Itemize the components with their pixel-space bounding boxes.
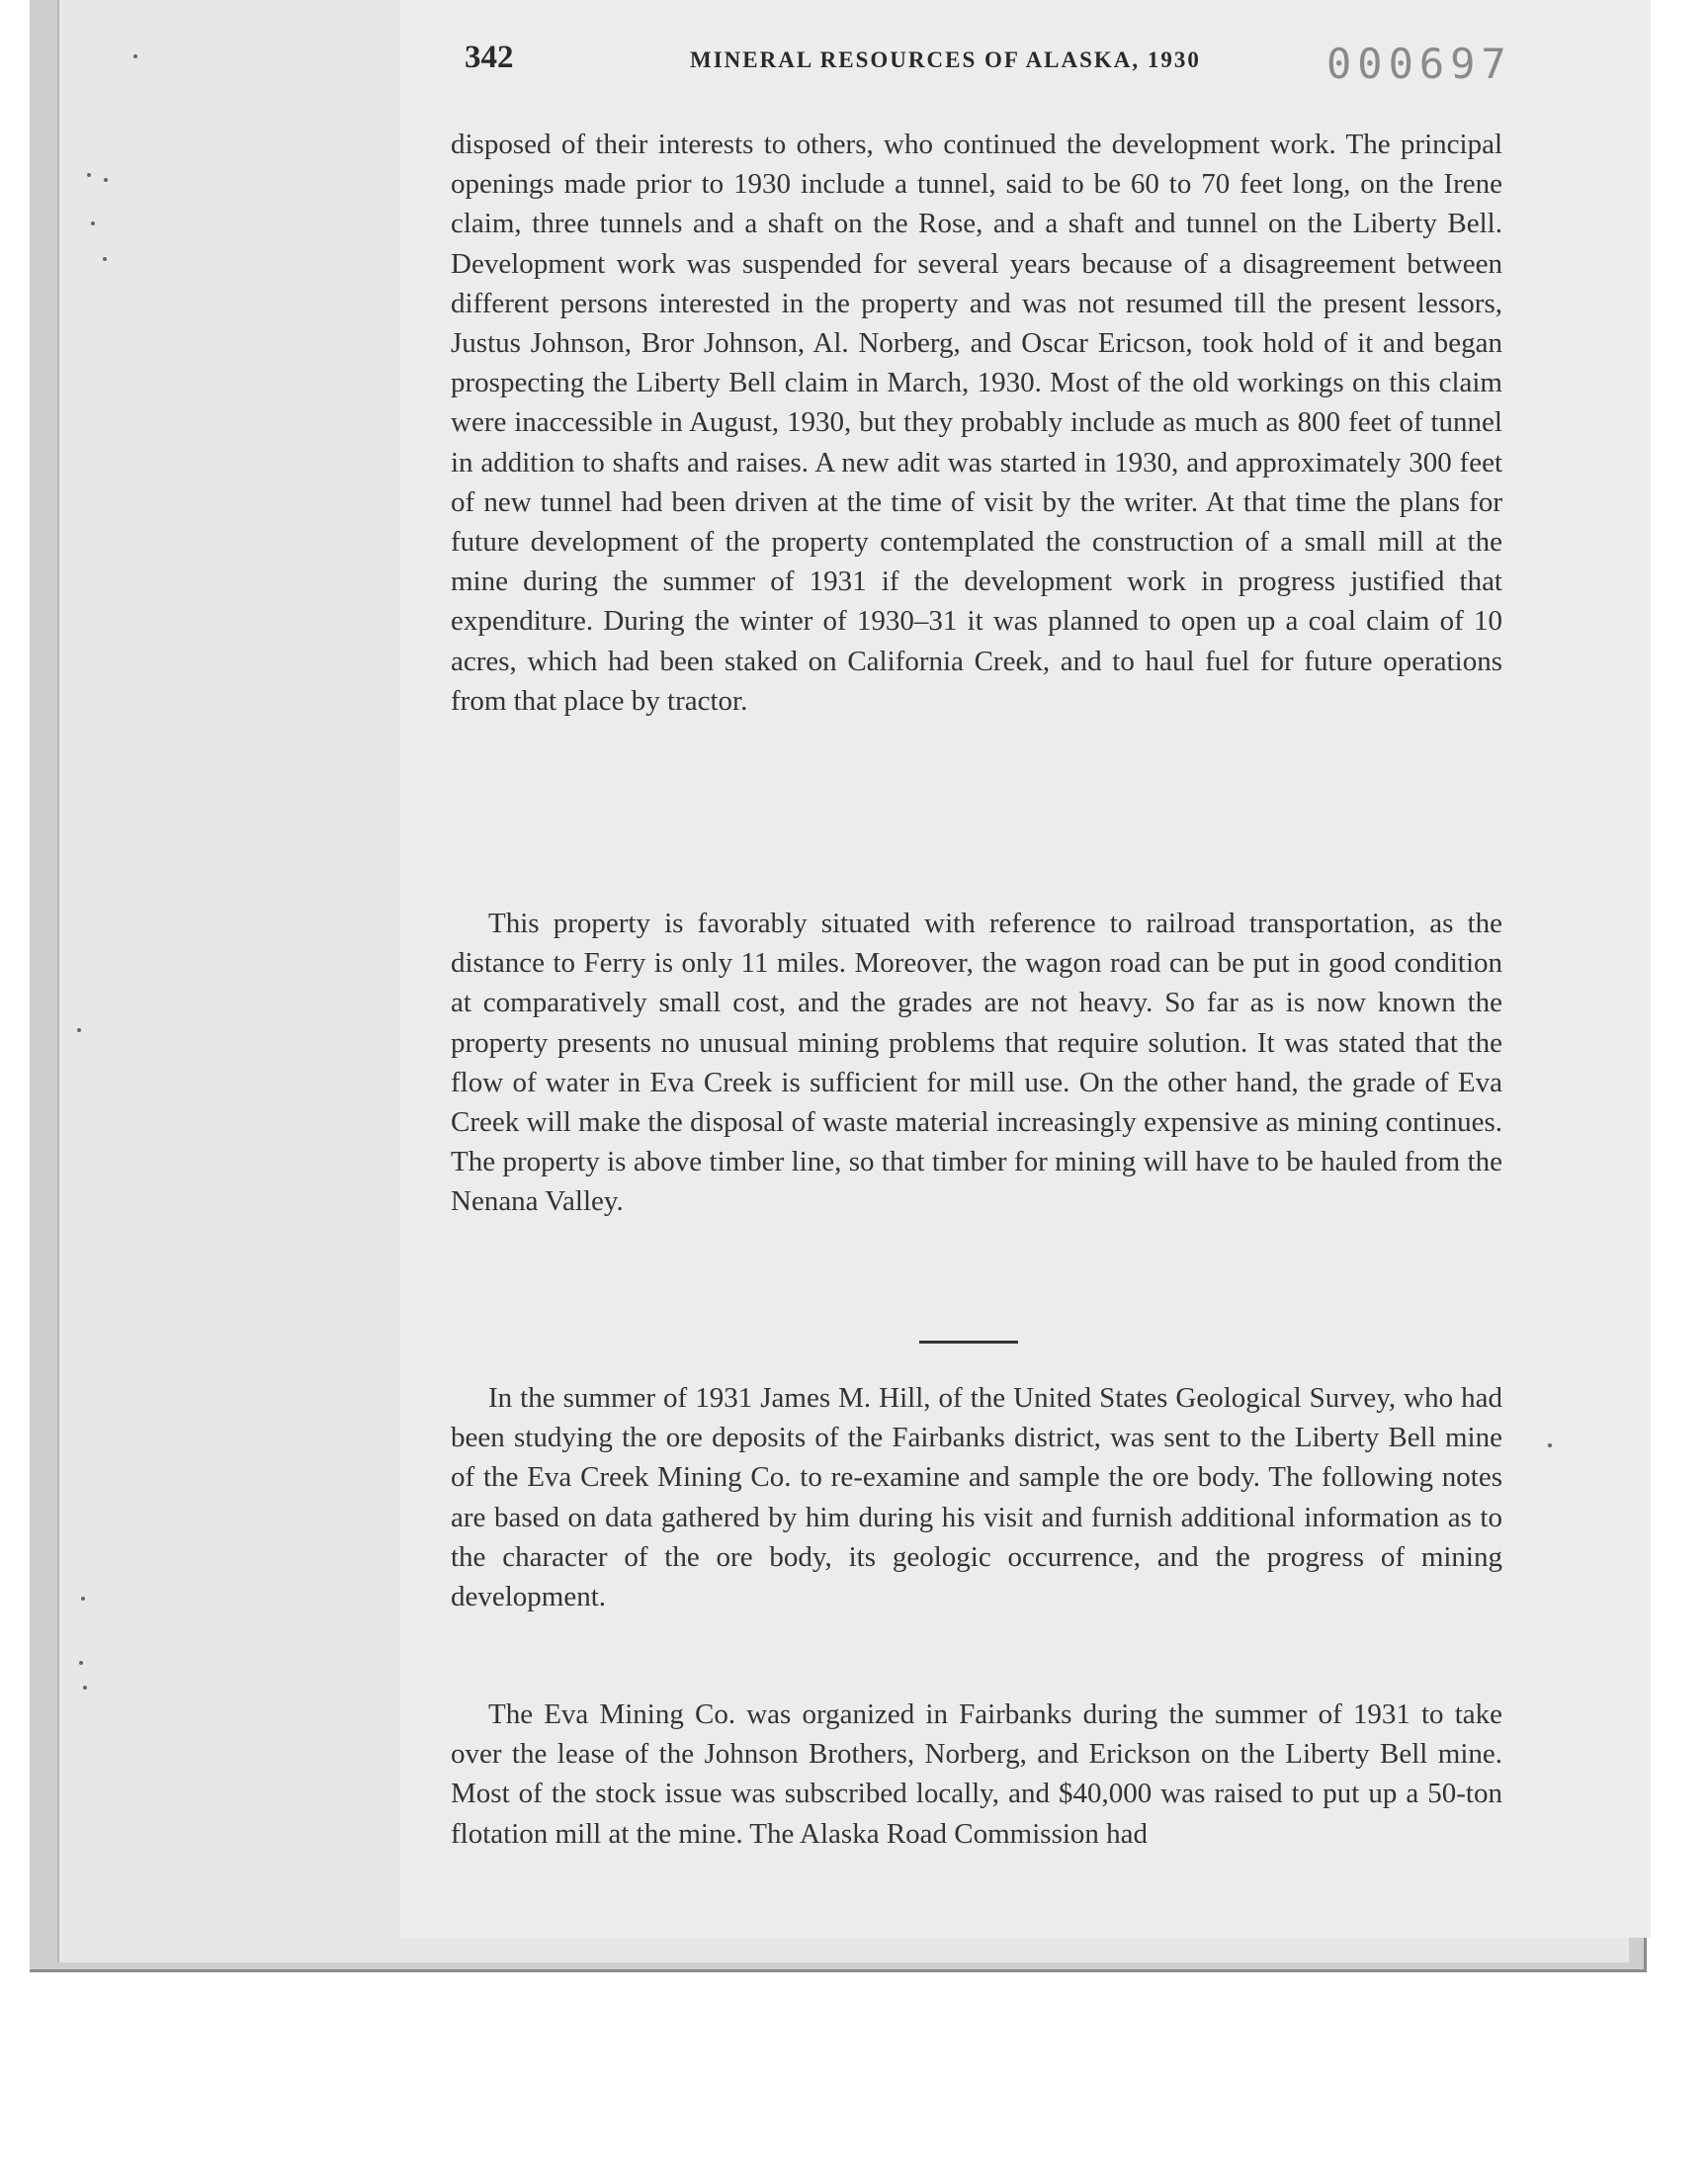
scan-speck bbox=[1548, 1443, 1552, 1447]
scan-speck bbox=[81, 1597, 85, 1601]
paragraph-text: This property is favorably situated with reference to railroad transportation, as the distance to Ferry is only 11 miles. Moreover, the wagon road can be put in good condition at comparatively small cost, and the grades are not heavy. So far as is now known the property presents no unusual mining problems that require solution. It was stated that the flow of water in Eva Creek is sufficient for mill use. On the other hand, the grade of Eva Creek will make the disposal of waste material increasingly expensive as mining continues. The property is above timber line, so that timber for mining will have to be hauled from the Nenana Valley. bbox=[451, 908, 1502, 1218]
paragraph bbox=[451, 1695, 1502, 1854]
scan-speck bbox=[91, 221, 95, 225]
paragraph-text: In the summer of 1931 James M. Hill, of the United States Geological Survey, who had been studying the ore deposits of the Fairbanks district, was sent to the Liberty Bell mine of the Eva Creek Mining Co. to re-examine and sample the ore body. The following notes are based on data gathered by him during his visit and furnish additional information as to the character of the ore body, its geologic occurrence, and the progress of mining development. bbox=[451, 1382, 1502, 1613]
scan-speck bbox=[77, 1028, 81, 1032]
scan-speck bbox=[83, 1686, 87, 1690]
paragraph-text: The Eva Mining Co. was organized in Fairbanks during the summer of 1931 to take over the lease of the Johnson Brothers, Norberg, and Erickson on the Liberty Bell mine. Most of the stock issue was subscribed locally, and $40,000 was raised to put up a 50-ton flotation mill at the mine. The Alaska Road Commission had bbox=[451, 1698, 1502, 1850]
paragraph bbox=[451, 904, 1502, 1222]
page-header bbox=[465, 40, 1512, 89]
scan-speck bbox=[87, 173, 91, 177]
scan-speck bbox=[103, 257, 107, 261]
scan-speck bbox=[133, 54, 137, 58]
page-number: 342 bbox=[465, 40, 514, 75]
section-divider bbox=[919, 1341, 1018, 1344]
paragraph bbox=[451, 125, 1502, 721]
paragraph bbox=[451, 1378, 1502, 1616]
scan-speck bbox=[79, 1661, 83, 1665]
paragraph-text: disposed of their interests to others, who continued the development work. The principal openings made prior to 1930 include a tunnel, said to be 60 to 70 feet long, on the Irene claim, three tunnels and a shaft on the Rose, and a shaft and tunnel on the Liberty Bell. Development work was suspended for several years because of a disagreement between different persons interested in the property and was not resumed till the present lessors, Justus Johnson, Bror Johnson, Al. Norberg, and Oscar Ericson, took hold of it and began prospecting the Liberty Bell claim in March, 1930. Most of the old workings on this claim were inaccessible in August, 1930, but they probably include as much as 800 feet of tunnel in addition to shafts and raises. A new adit was started in 1930, and approximately 300 feet of new tunnel had been driven at the time of visit by the writer. At that time the plans for future development of the property contemplated the construction of a small mill at the mine during the summer of 1931 if the development work in progress justified that expenditure. During the winter of 1930–31 it was planned to open up a coal claim of 10 acres, which had been staked on California Creek, and to haul fuel for future operations from that place by tractor. bbox=[451, 129, 1502, 717]
running-head: MINERAL RESOURCES OF ALASKA, 1930 bbox=[690, 47, 1201, 72]
document-stamp: 000697 bbox=[1326, 40, 1512, 88]
scan-speck bbox=[104, 178, 108, 182]
